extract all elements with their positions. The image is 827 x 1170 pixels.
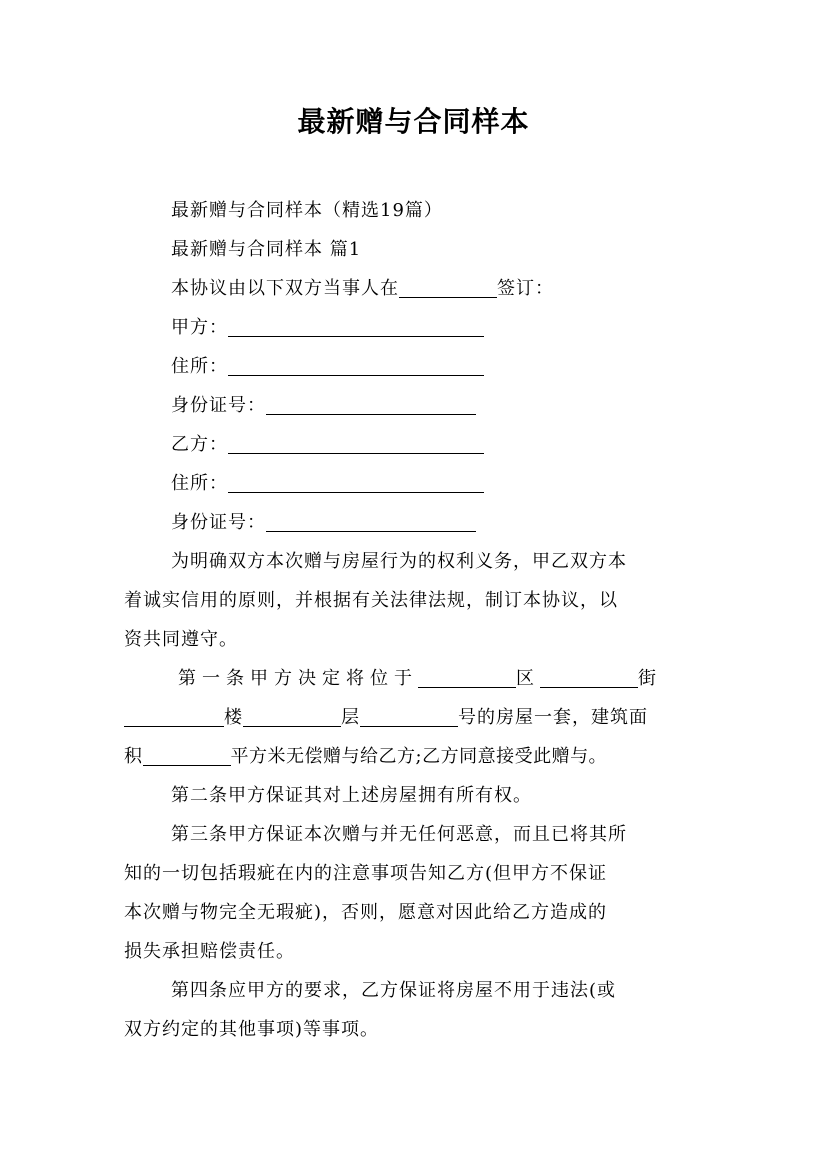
party-b-blank [228,433,484,454]
document-title: 最新赠与合同样本 [297,105,530,138]
party-b-id-label: 身份证号： [171,512,266,533]
party-a-address-line [171,355,771,379]
agreement-place-line [171,277,771,301]
floor-blank [243,706,341,727]
district-blank [418,667,516,688]
area-label: 积 [124,746,143,767]
party-b-line [171,433,771,457]
article-3-line-3: 本次赠与物完全无瑕疵)，否则，愿意对因此给乙方造成的 [124,902,608,923]
article-1-line-2 [124,706,724,730]
article-2: 第二条甲方保证其对上述房屋拥有所有权。 [171,785,532,806]
article-1-line-3 [124,745,724,769]
party-a-address-blank [228,355,484,376]
party-b-address-blank [228,472,484,493]
building-blank [124,706,224,727]
house-text: 号的房屋一套，建筑面 [458,707,648,728]
article-4-line-2: 双方约定的其他事项)等事项。 [124,1019,380,1040]
party-b-id-line [171,511,771,535]
subtitle-line: 最新赠与合同样本（精选19篇） [171,200,443,221]
party-b-address-line [171,472,771,496]
article-1-line-1 [178,667,778,691]
number-blank [360,706,458,727]
party-a-id-blank [266,394,476,415]
agreement-place-text: 本协议由以下双方当事人在 [171,278,399,299]
district-label: 区 [516,668,540,689]
party-a-line [171,316,771,340]
party-a-label: 甲方： [171,317,228,338]
article-1-text: 第一条甲方决定将位于 [178,668,418,689]
party-a-id-label: 身份证号： [171,395,266,416]
article-3-line-4: 损失承担赔偿责任。 [124,941,295,962]
party-b-id-blank [266,511,476,532]
party-b-label: 乙方： [171,434,228,455]
street-label: 街 [638,668,662,689]
party-a-address-label: 住所： [171,356,228,377]
paragraph-purpose-line-1: 为明确双方本次赠与房屋行为的权利义务，甲乙双方本 [171,551,627,572]
floor-label: 层 [341,707,360,728]
agreement-signed-text: 签订： [497,278,554,299]
article-4-line-1: 第四条应甲方的要求，乙方保证将房屋不用于违法(或 [171,980,617,1001]
street-blank [540,667,638,688]
area-blank [143,745,231,766]
party-a-blank [228,316,484,337]
section-heading: 最新赠与合同样本 篇1 [171,239,362,260]
party-b-address-label: 住所： [171,473,228,494]
article-3-line-2: 知的一切包括瑕疵在内的注意事项告知乙方(但甲方不保证 [124,863,608,884]
paragraph-purpose-line-2: 着诚实信用的原则，并根据有关法律法规，制订本协议，以 [124,590,618,611]
paragraph-purpose-line-3: 资共同遵守。 [124,629,238,650]
place-blank [399,277,497,298]
party-a-id-line [171,394,771,418]
area-text: 平方米无偿赠与给乙方;乙方同意接受此赠与。 [230,746,608,767]
building-label: 楼 [224,707,243,728]
article-3-line-1: 第三条甲方保证本次赠与并无任何恶意，而且已将其所 [171,824,627,845]
